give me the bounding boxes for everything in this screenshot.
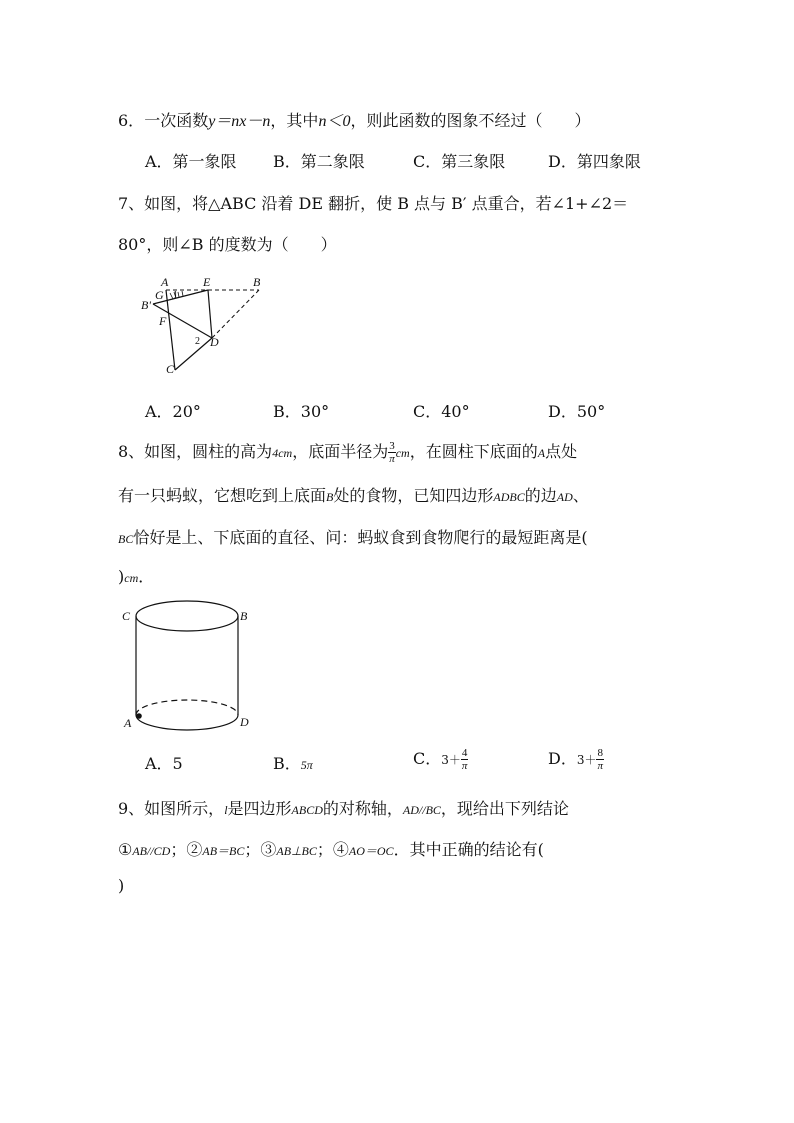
- q8-label-b: B: [240, 609, 248, 623]
- q8-stem-line2: 有一只蚂蚁，它想吃到上底面B处的食物，已知四边形ADBC的边AD、: [118, 486, 589, 505]
- q6-stem: 6．一次函数y＝nx－n，其中n＜0，则此函数的图象不经过（ ）: [118, 111, 591, 130]
- q7-stem-line2: 80°，则∠B 的度数为（ ）: [118, 235, 337, 254]
- q7-label-bprime: B': [141, 298, 151, 312]
- q8-option-a: A．5: [145, 754, 183, 773]
- q7-figure: [135, 272, 275, 380]
- q7-label-a: A: [161, 275, 169, 289]
- q7-label-e: E: [203, 275, 211, 289]
- q7-option-d: D．50°: [548, 402, 606, 421]
- q7-label-angle2: 2: [195, 336, 200, 347]
- q6-option-a: A．第一象限: [145, 152, 237, 171]
- q6-formula: y＝nx－n: [208, 113, 271, 130]
- q9-stem-line1: 9、如图所示，l是四边形ABCD的对称轴，AD//BC，现给出下列结论: [118, 799, 569, 818]
- q7-label-c: C: [166, 362, 175, 376]
- q8-option-c: C．3＋ $\frac{4}{\pi}$: [413, 747, 468, 772]
- q7-option-a: A．20°: [145, 402, 201, 421]
- q7-label-d: D: [210, 335, 219, 349]
- q8-stem-line4: )cm．: [118, 567, 155, 586]
- q8-option-d: D．3＋ $\frac{8}{\pi}$: [548, 747, 603, 772]
- q8-option-b: B．5π: [273, 754, 313, 773]
- q8-cylinder-figure: [118, 598, 258, 732]
- q8-stem-line1: 8、如图，圆柱的高为4cm，底面半径为 $\frac{3}{\pi}$ cm，在圆柱下底面的A点处: [118, 440, 578, 465]
- q6-option-b: B．第二象限: [273, 152, 365, 171]
- q8-label-d: D: [240, 715, 249, 729]
- q9-stem-line3: ): [118, 876, 125, 895]
- q7-option-c: C．40°: [413, 402, 470, 421]
- q6-option-d: D．第四象限: [548, 152, 641, 171]
- q7-label-b: B: [253, 275, 261, 289]
- q7-label-g: G: [155, 288, 164, 302]
- q8-radius-fraction: $\frac{3}{\pi}$: [389, 440, 395, 465]
- q8-label-c: C: [122, 609, 131, 623]
- q9-stem-line2: ①AB//CD；②AB＝BC；③AB⊥BC；④AO＝OC．其中正确的结论有(: [118, 840, 544, 859]
- q7-option-b: B．30°: [273, 402, 330, 421]
- q6-number: 6．: [118, 111, 145, 130]
- q8-stem-line3: BC恰好是上、下底面的直径、问：蚂蚁食到食物爬行的最短距离是(: [118, 528, 588, 547]
- q6-option-c: C．第三象限: [413, 152, 506, 171]
- q7-stem-line1: 7、如图，将△ABC 沿着 DE 翻折，使 B 点与 B′ 点重合，若∠1+∠2＝: [118, 194, 629, 213]
- q7-label-f: F: [159, 314, 167, 328]
- q8-label-a: A: [124, 716, 132, 730]
- q7-label-angle1: 1: [173, 290, 178, 301]
